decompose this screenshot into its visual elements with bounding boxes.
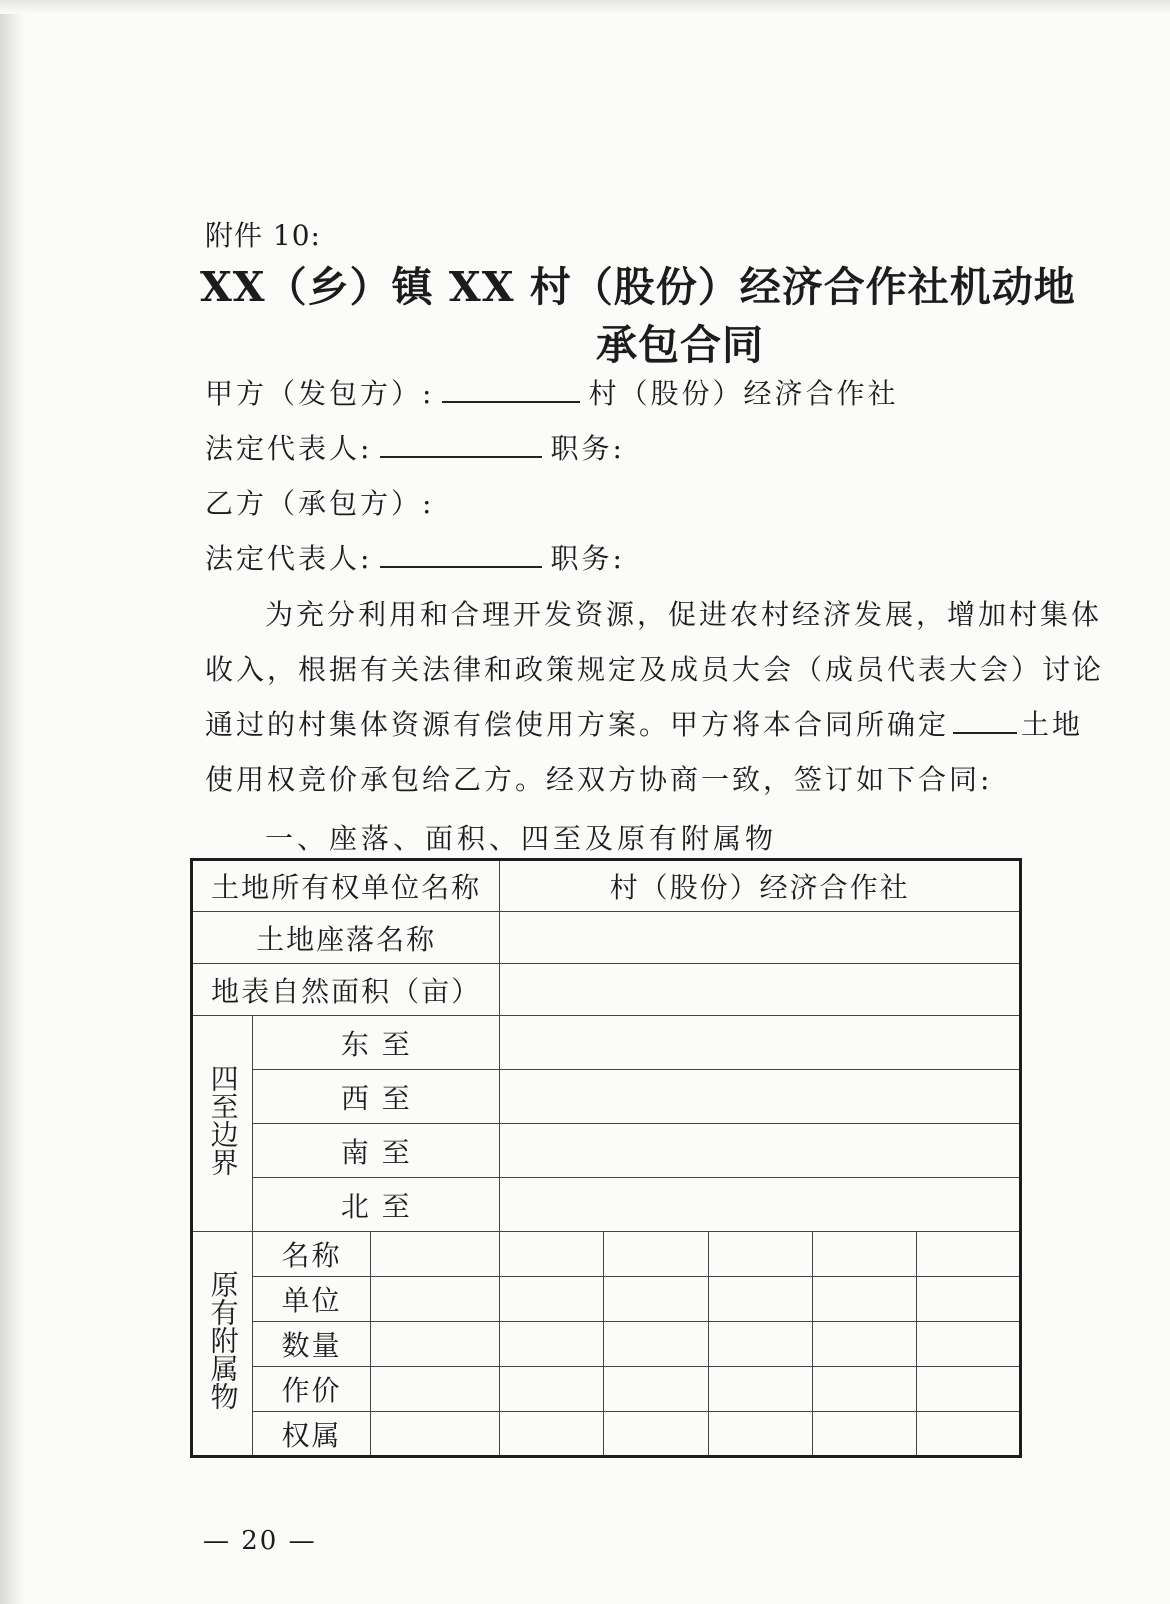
owner-label: 土地所有权单位名称 [192,860,500,912]
page-top-shadow [0,0,1170,14]
party-b-line [205,482,434,522]
attachment-row-label: 权属 [253,1412,370,1457]
attachment-cell[interactable] [708,1232,812,1277]
boundary-group-cell [192,1016,253,1232]
attachment-cell[interactable] [370,1277,500,1322]
table-row [192,1016,1021,1070]
party-a-rep-line [205,427,625,467]
attachment-row-label: 数量 [253,1322,370,1367]
area-label: 地表自然面积（亩） [192,964,500,1016]
attachment-cell[interactable] [500,1277,604,1322]
paragraph-line: 收入，根据有关法律和政策规定及成员大会（成员代表大会）讨论 [205,653,1105,686]
boundary-group-label: 四至边界 [206,1064,240,1176]
legal-rep-label: 法定代表人: [205,542,373,575]
legal-rep-label: 法定代表人: [205,432,373,465]
party-a-label: 甲方（发包方）: [205,377,435,410]
paragraph-line: 为充分利用和合理开发资源，促进农村经济发展，增加村集体 [265,598,1103,631]
table-row [192,1412,1021,1457]
attachment-cell[interactable] [916,1277,1020,1322]
attachment-cell[interactable] [370,1232,500,1277]
party-a-blank[interactable] [442,377,580,403]
boundary-label: 南 至 [253,1124,500,1178]
attachment-row-label: 名称 [253,1232,370,1277]
table-row [192,1178,1021,1232]
land-info-table [190,858,1022,1458]
party-b-rep-blank[interactable] [380,542,542,568]
location-label: 土地座落名称 [192,912,500,964]
paragraph-line [205,697,1110,752]
paragraph-text: 土地 [1021,708,1084,741]
attachment-group-cell [192,1232,253,1457]
table-row [192,1232,1021,1277]
attachment-cell[interactable] [708,1322,812,1367]
table-row [192,1322,1021,1367]
attachment-cell[interactable] [708,1412,812,1457]
attachment-label: 附件 10: [205,219,321,252]
page-number: — 20 — [203,1526,317,1556]
position-label: 职务: [550,542,625,575]
land-type-blank[interactable] [953,708,1017,734]
attachment-row-label: 单位 [253,1277,370,1322]
attachment-cell[interactable] [604,1277,708,1322]
attachment-group-label: 原有附属物 [206,1270,240,1410]
title-line-2: 承包合同 [596,321,764,369]
boundary-value-cell[interactable] [500,1124,1021,1178]
owner-value: 村（股份）经济合作社 [500,860,1021,912]
attachment-cell[interactable] [812,1367,916,1412]
party-a-line [205,372,898,412]
attachment-cell[interactable] [708,1277,812,1322]
attachment-cell[interactable] [916,1367,1020,1412]
attachment-cell[interactable] [500,1232,604,1277]
paragraph-line: 使用权竞价承包给乙方。经双方协商一致，签订如下合同: [205,763,993,796]
attachment-cell[interactable] [370,1322,500,1367]
attachment-cell[interactable] [812,1412,916,1457]
table-row [192,912,1021,964]
boundary-value-cell[interactable] [500,1016,1021,1070]
boundary-label: 西 至 [253,1070,500,1124]
section-heading: 一、座落、面积、四至及原有附属物 [265,822,778,855]
table-row [192,964,1021,1016]
attachment-cell[interactable] [916,1232,1020,1277]
boundary-value-cell[interactable] [500,1178,1021,1232]
attachment-cell[interactable] [604,1367,708,1412]
party-b-rep-line [205,537,625,577]
area-value-cell[interactable] [500,964,1021,1016]
attachment-cell[interactable] [812,1232,916,1277]
attachment-cell[interactable] [500,1412,604,1457]
position-label: 职务: [550,432,625,465]
boundary-label: 东 至 [253,1016,500,1070]
attachment-cell[interactable] [370,1367,500,1412]
attachment-cell[interactable] [500,1367,604,1412]
attachment-cell[interactable] [500,1322,604,1367]
attachment-cell[interactable] [916,1322,1020,1367]
attachment-cell[interactable] [604,1412,708,1457]
attachment-cell[interactable] [812,1322,916,1367]
table-row [192,860,1021,912]
table-row [192,1070,1021,1124]
intro-paragraph [205,587,1110,807]
paragraph-text: 通过的村集体资源有偿使用方案。甲方将本合同所确定 [205,708,950,741]
table-row [192,1367,1021,1412]
location-value-cell[interactable] [500,912,1021,964]
boundary-value-cell[interactable] [500,1070,1021,1124]
title-line-1: XX（乡）镇 XX 村（股份）经济合作社机动地 [200,263,1076,311]
attachment-cell[interactable] [604,1322,708,1367]
attachment-row-label: 作价 [253,1367,370,1412]
attachment-cell[interactable] [812,1277,916,1322]
table-row [192,1277,1021,1322]
attachment-cell[interactable] [604,1232,708,1277]
boundary-label: 北 至 [253,1178,500,1232]
document-title [200,258,1100,374]
page-edge-shadow [0,0,26,1604]
attachment-cell[interactable] [370,1412,500,1457]
attachment-cell[interactable] [916,1412,1020,1457]
table-row [192,1124,1021,1178]
party-b-label: 乙方（承包方）: [205,487,435,520]
party-a-suffix: 村（股份）经济合作社 [588,377,899,410]
attachment-cell[interactable] [708,1367,812,1412]
party-a-rep-blank[interactable] [380,432,542,458]
